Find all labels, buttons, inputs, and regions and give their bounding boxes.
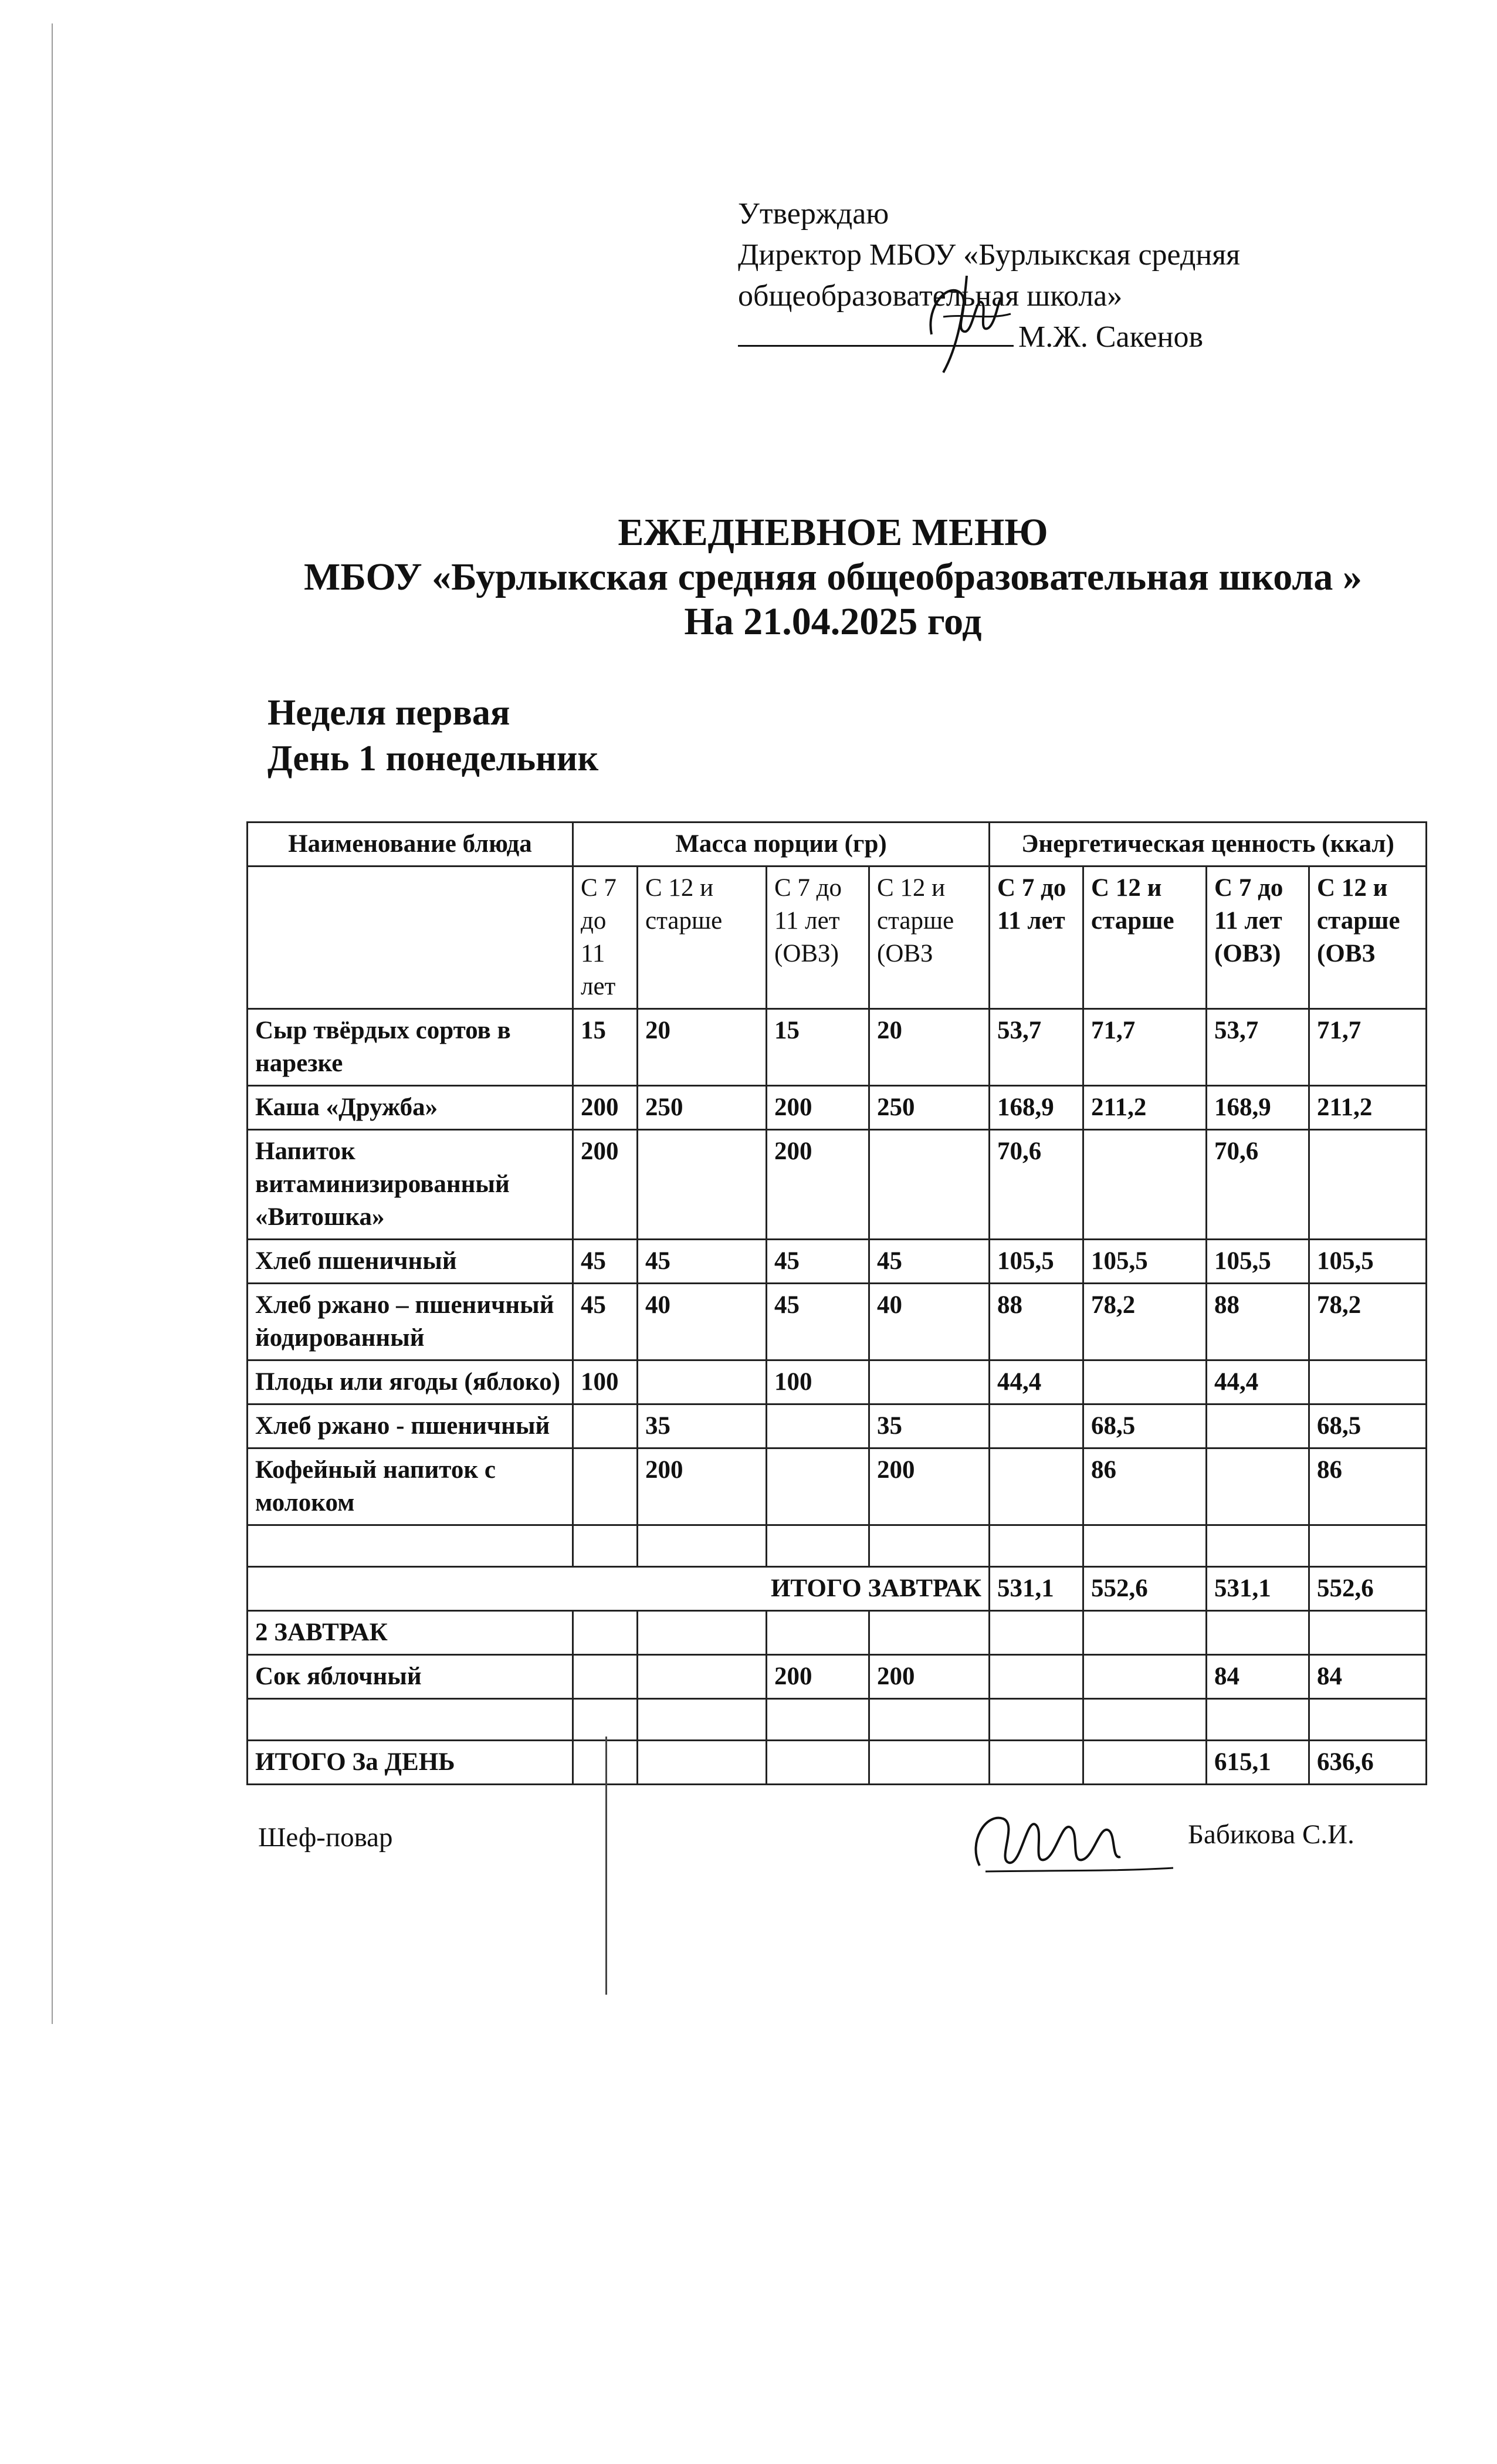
empty-cell bbox=[869, 1699, 990, 1741]
dish-name: Кофейный напиток с молоком bbox=[248, 1448, 573, 1525]
table-cell bbox=[573, 1655, 638, 1699]
table-cell: 71,7 bbox=[1083, 1009, 1207, 1086]
subheader-cell: С 7 до 11 лет bbox=[990, 867, 1083, 1009]
title-line-1: ЕЖЕДНЕВНОЕ МЕНЮ bbox=[618, 511, 1048, 554]
table-cell: 105,5 bbox=[1207, 1240, 1309, 1284]
dish-name: Плоды или ягоды (яблоко) bbox=[248, 1360, 573, 1404]
empty-cell bbox=[638, 1525, 767, 1567]
dish-name: Напиток витаминизированный «Витошка» bbox=[248, 1130, 573, 1240]
table-cell: 552,6 bbox=[1083, 1567, 1207, 1611]
empty-cell bbox=[1309, 1525, 1427, 1567]
header-energy: Энергетическая ценность (ккал) bbox=[990, 823, 1427, 867]
title-line-3: На 21.04.2025 год bbox=[684, 600, 982, 643]
table-cell: 44,4 bbox=[1207, 1360, 1309, 1404]
table-cell: 68,5 bbox=[1309, 1404, 1427, 1448]
empty-cell bbox=[990, 1611, 1083, 1655]
subheader-cell: С 12 и старше bbox=[1083, 867, 1207, 1009]
empty-cell bbox=[1207, 1525, 1309, 1567]
table-cell: 20 bbox=[869, 1009, 990, 1086]
table-cell: 531,1 bbox=[1207, 1567, 1309, 1611]
table-cell bbox=[638, 1360, 767, 1404]
week-day-heading bbox=[267, 690, 598, 781]
table-row bbox=[248, 1130, 1427, 1240]
table-cell: 40 bbox=[869, 1284, 990, 1360]
dish-name: Хлеб ржано - пшеничный bbox=[248, 1404, 573, 1448]
table-row bbox=[248, 1284, 1427, 1360]
table-header-row bbox=[248, 823, 1427, 867]
week-label: Неделя первая bbox=[267, 693, 510, 733]
approval-position: Директор МБОУ «Бурлыкская средняя bbox=[738, 238, 1241, 272]
table-cell: 86 bbox=[1309, 1448, 1427, 1525]
dish-name: Хлеб ржано – пшеничный йодированный bbox=[248, 1284, 573, 1360]
chef-signature bbox=[962, 1795, 1179, 1883]
table-cell: 45 bbox=[767, 1284, 869, 1360]
table-cell: 200 bbox=[638, 1448, 767, 1525]
empty-row bbox=[248, 1699, 1427, 1741]
chef-label: Шеф-повар bbox=[258, 1822, 393, 1853]
table-cell: 200 bbox=[869, 1448, 990, 1525]
table-cell: 200 bbox=[767, 1086, 869, 1130]
table-cell: 71,7 bbox=[1309, 1009, 1427, 1086]
table-cell: 53,7 bbox=[990, 1009, 1083, 1086]
empty-cell bbox=[1309, 1611, 1427, 1655]
table-cell: 168,9 bbox=[1207, 1086, 1309, 1130]
table-cell: 45 bbox=[638, 1240, 767, 1284]
table-cell bbox=[1083, 1360, 1207, 1404]
director-name: М.Ж. Сакенов bbox=[1018, 320, 1204, 354]
empty-cell bbox=[1207, 1699, 1309, 1741]
table-cell: 45 bbox=[573, 1240, 638, 1284]
dish-name: Сыр твёрдых сортов в нарезке bbox=[248, 1009, 573, 1086]
table-cell bbox=[767, 1741, 869, 1785]
table-cell: 168,9 bbox=[990, 1086, 1083, 1130]
table-cell: 211,2 bbox=[1309, 1086, 1427, 1130]
director-signature bbox=[908, 258, 1025, 375]
table-cell bbox=[1207, 1448, 1309, 1525]
table-cell: 44,4 bbox=[990, 1360, 1083, 1404]
empty-cell bbox=[1083, 1525, 1207, 1567]
subheader-cell: С 12 и старше bbox=[638, 867, 767, 1009]
table-cell bbox=[1083, 1130, 1207, 1240]
table-cell bbox=[767, 1448, 869, 1525]
table-cell: 20 bbox=[638, 1009, 767, 1086]
approval-block bbox=[738, 194, 1240, 358]
subheader-empty bbox=[248, 867, 573, 1009]
table-row bbox=[248, 1448, 1427, 1525]
table-cell bbox=[638, 1130, 767, 1240]
table-cell: 35 bbox=[638, 1404, 767, 1448]
table-cell bbox=[990, 1655, 1083, 1699]
table-cell bbox=[573, 1448, 638, 1525]
table-cell: 15 bbox=[767, 1009, 869, 1086]
table-cell bbox=[573, 1404, 638, 1448]
empty-cell bbox=[638, 1699, 767, 1741]
approval-heading: Утверждаю bbox=[738, 197, 889, 231]
table-cell bbox=[1207, 1404, 1309, 1448]
total-breakfast-label: ИТОГО ЗАВТРАК bbox=[248, 1567, 990, 1611]
table-cell bbox=[990, 1448, 1083, 1525]
table-cell: 200 bbox=[767, 1655, 869, 1699]
empty-cell bbox=[1083, 1611, 1207, 1655]
scan-edge-line bbox=[52, 23, 53, 2024]
table-cell bbox=[869, 1360, 990, 1404]
table-cell: 200 bbox=[573, 1130, 638, 1240]
table-row bbox=[248, 1009, 1427, 1086]
dish-name: Сок яблочный bbox=[248, 1655, 573, 1699]
table-cell: 84 bbox=[1309, 1655, 1427, 1699]
table-cell: 88 bbox=[1207, 1284, 1309, 1360]
table-cell: 105,5 bbox=[1083, 1240, 1207, 1284]
empty-cell bbox=[638, 1611, 767, 1655]
empty-cell bbox=[573, 1525, 638, 1567]
table-cell: 200 bbox=[869, 1655, 990, 1699]
empty-cell bbox=[573, 1699, 638, 1741]
subheader-cell: С 7 до 11 лет bbox=[573, 867, 638, 1009]
day-label: День 1 понедельник bbox=[267, 739, 599, 779]
table-cell: 100 bbox=[573, 1360, 638, 1404]
table-cell bbox=[1083, 1655, 1207, 1699]
table-cell: 40 bbox=[638, 1284, 767, 1360]
table-cell bbox=[638, 1741, 767, 1785]
table-cell: 105,5 bbox=[1309, 1240, 1427, 1284]
empty-cell bbox=[248, 1525, 573, 1567]
total-day-label: ИТОГО За ДЕНЬ bbox=[248, 1741, 573, 1785]
table-cell bbox=[990, 1741, 1083, 1785]
table-cell bbox=[869, 1741, 990, 1785]
table-cell: 70,6 bbox=[1207, 1130, 1309, 1240]
table-cell: 88 bbox=[990, 1284, 1083, 1360]
table-row bbox=[248, 1404, 1427, 1448]
table-cell: 78,2 bbox=[1309, 1284, 1427, 1360]
table-cell bbox=[1309, 1360, 1427, 1404]
table-cell bbox=[990, 1404, 1083, 1448]
table-cell: 250 bbox=[638, 1086, 767, 1130]
empty-cell bbox=[869, 1611, 990, 1655]
table-cell: 45 bbox=[573, 1284, 638, 1360]
empty-cell bbox=[1207, 1611, 1309, 1655]
table-cell: 86 bbox=[1083, 1448, 1207, 1525]
title-line-2: МБОУ «Бурлыкская средняя общеобразовательная школа » bbox=[304, 556, 1362, 598]
table-cell: 211,2 bbox=[1083, 1086, 1207, 1130]
subheader-cell: С 7 до 11 лет (ОВЗ) bbox=[1207, 867, 1309, 1009]
subheader-cell: С 12 и старше (ОВЗ bbox=[869, 867, 990, 1009]
table-cell bbox=[767, 1404, 869, 1448]
table-cell: 45 bbox=[767, 1240, 869, 1284]
table-subheader-row bbox=[248, 867, 1427, 1009]
empty-cell bbox=[990, 1525, 1083, 1567]
table-cell: 200 bbox=[767, 1130, 869, 1240]
table-cell: 53,7 bbox=[1207, 1009, 1309, 1086]
document-title bbox=[0, 510, 1497, 644]
table-cell: 531,1 bbox=[990, 1567, 1083, 1611]
table-cell bbox=[869, 1130, 990, 1240]
table-cell: 615,1 bbox=[1207, 1741, 1309, 1785]
table-cell: 78,2 bbox=[1083, 1284, 1207, 1360]
empty-cell bbox=[1309, 1699, 1427, 1741]
header-mass: Масса порции (гр) bbox=[573, 823, 990, 867]
total-breakfast-row bbox=[248, 1567, 1427, 1611]
dish-name: Каша «Дружба» bbox=[248, 1086, 573, 1130]
table-cell bbox=[1309, 1130, 1427, 1240]
empty-cell bbox=[767, 1611, 869, 1655]
table-cell: 35 bbox=[869, 1404, 990, 1448]
table-cell: 100 bbox=[767, 1360, 869, 1404]
table-row bbox=[248, 1655, 1427, 1699]
second-breakfast-row bbox=[248, 1611, 1427, 1655]
table-row bbox=[248, 1360, 1427, 1404]
table-cell: 84 bbox=[1207, 1655, 1309, 1699]
table-cell bbox=[1083, 1741, 1207, 1785]
table-row bbox=[248, 1240, 1427, 1284]
empty-cell bbox=[1083, 1699, 1207, 1741]
subheader-cell: С 7 до 11 лет (ОВЗ) bbox=[767, 867, 869, 1009]
table-cell: 70,6 bbox=[990, 1130, 1083, 1240]
empty-cell bbox=[869, 1525, 990, 1567]
approval-signature-row bbox=[738, 317, 1240, 358]
menu-table bbox=[246, 821, 1427, 1785]
table-cell: 636,6 bbox=[1309, 1741, 1427, 1785]
chef-name: Бабикова С.И. bbox=[1188, 1819, 1354, 1850]
scan-artifact-line bbox=[605, 1737, 607, 1995]
subheader-cell: С 12 и старше (ОВЗ bbox=[1309, 867, 1427, 1009]
header-dish: Наименование блюда bbox=[248, 823, 573, 867]
dish-name: Хлеб пшеничный bbox=[248, 1240, 573, 1284]
table-cell: 552,6 bbox=[1309, 1567, 1427, 1611]
table-cell: 15 bbox=[573, 1009, 638, 1086]
empty-cell bbox=[573, 1611, 638, 1655]
empty-cell bbox=[767, 1525, 869, 1567]
second-breakfast-label: 2 ЗАВТРАК bbox=[248, 1611, 573, 1655]
table-cell: 45 bbox=[869, 1240, 990, 1284]
empty-row bbox=[248, 1525, 1427, 1567]
table-cell: 200 bbox=[573, 1086, 638, 1130]
table-cell: 68,5 bbox=[1083, 1404, 1207, 1448]
empty-cell bbox=[767, 1699, 869, 1741]
table-cell: 250 bbox=[869, 1086, 990, 1130]
empty-cell bbox=[990, 1699, 1083, 1741]
table-cell: 105,5 bbox=[990, 1240, 1083, 1284]
approval-organization: общеобразовательная школа» bbox=[738, 279, 1123, 313]
table-cell bbox=[638, 1655, 767, 1699]
table-row bbox=[248, 1086, 1427, 1130]
empty-cell bbox=[248, 1699, 573, 1741]
total-day-row bbox=[248, 1741, 1427, 1785]
